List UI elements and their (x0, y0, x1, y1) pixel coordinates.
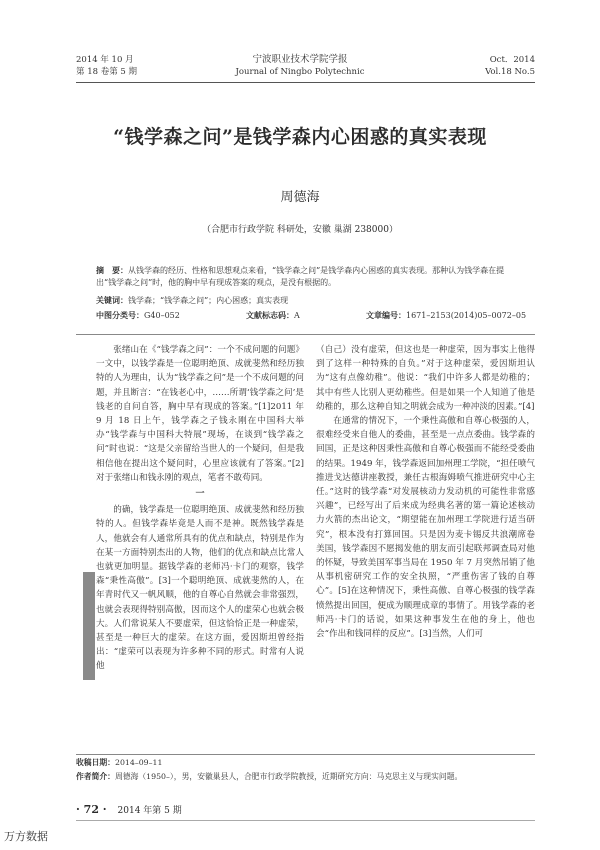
header-rule (76, 82, 535, 83)
journal-name-cn: 宁波职业技术学院学报 (252, 54, 348, 65)
footer-rule (76, 820, 535, 821)
journal-date-en (450, 54, 535, 78)
issue-label: 2014 年第 5 期 (117, 806, 182, 816)
article-number: 文章编号：1671–2153(2014)05–0072–05 (366, 310, 527, 320)
margin-bar (83, 572, 95, 680)
document-code: 文献标志码：A (246, 310, 300, 320)
journal-date-issue (76, 54, 137, 78)
journal-name-en: Journal of Ningbo Polytechnic (235, 67, 365, 77)
author-bio: 作者简介：周德海（1950–），男，安徽巢县人，合肥市行政学院教授，近期研究方向：马克思主义与现实问题。 (76, 772, 463, 781)
keywords-label: 关键词： (96, 295, 128, 305)
section-number: 一 (195, 489, 205, 500)
paragraph: 张绪山在《“钱学森之问”：一个不成问题的问题》一文中，以钱学森是一位聪明绝顶、成就斐然和经历独特的人为理由，认为“钱学森之问”是一个不成问题的问题，并且断言：“在钱老心中，……所谓‘钱学森之问’是钱老的自问自答，胸中早有现成的答案。”[1]2011 年 9 月 18 日上午，钱学森之子钱永刚在中国科大举办“钱学森与中国科大特展”现场，在谈到“钱学森之问”时也说：“这是父亲留给当世人的一个疑问，但是我相信他在提出这个疑问时，心里应该就有了答案。”[2]对于张绪山和钱永刚的观点，笔者不敢苟同。 (96, 345, 304, 483)
header-date-en: Oct．2014 (489, 55, 535, 65)
article-author: 周德海 (280, 190, 320, 205)
abstract-label: 摘 要： (96, 265, 128, 275)
clc-number: 中图分类号：G40–052 (96, 310, 180, 320)
watermark: 万方数据 (4, 830, 48, 843)
right-column (316, 343, 535, 641)
page-number: · 72 · (76, 803, 107, 816)
author-affiliation: （合肥市行政学院 科研处，安徽 巢湖 238000） (202, 225, 398, 235)
keywords-text: 钱学森；“钱学森之问”；内心困惑；真实表现 (128, 296, 289, 305)
paragraph: 的确，钱学森是一位聪明绝顶、成就斐然和经历独特的人。但钱学森毕竟是人而不是神。既然钱学森是人，他就会有人通常所具有的优点和缺点，特别是作为在某一方面特别杰出的人物，他们的优点和缺点比常人也就更加明显。据钱学森的老师冯·卡门的观察，钱学森“秉性高傲”。[3]一个聪明绝顶、成就斐然的人，在年青时代又一帆风顺，他的自尊心自然就会非常强烈，也就会表现得特别高傲，因而这个人的虚荣心也就会极大。人们常说某人不要虚荣，但这恰恰正是一种虚荣，甚至是一种巨大的虚荣。在这方面，爱因斯坦曾经指出：“虚荣可以表现为许多种不同的形式。时常有人说他 (96, 505, 304, 672)
header-date: 2014 年 10 月 (76, 55, 134, 65)
paragraph: （自己）没有虚荣，但这也是一种虚荣，因为事实上他得到了这样一种特殊的自负。”对于这种虚荣，爱因斯坦认为“这有点像幼稚”。他说：“我们中许多人都是幼稚的；其中有些人比别人更幼稚些。但是如果一个人知道了他是幼稚的，那么这种自知之明就会成为一种冲淡的因素。”[4] (316, 345, 535, 412)
keywords (96, 294, 516, 307)
abstract (96, 264, 516, 289)
left-column (96, 343, 304, 674)
footnote-rule (76, 754, 535, 755)
paragraph: 在通常的情况下，一个秉性高傲和自尊心极强的人，很难经受来自他人的委曲，甚至是一点点委曲。钱学森的回国，正是这种因秉性高傲和自尊心极强而不能经受委曲的结果。1949 年，钱学森返回加州理工学院，“担任喷气推进戈达德讲座教授，兼任古根海姆喷气推进研究中心主任。”这时的钱学森“对发展核动力发动机的可能性非常感兴趣”，已经写出了后来成为经典名著的第一篇论述核动力火箭的杰出论文，“期望能在加州理工学院进行适当研究”，根本没有打算回国。只是因为麦卡锡反共浪潮席卷美国，钱学森因不愿揭发他的朋友而引起联邦调查局对他的怀疑，导致美国军事当局在 1950 年 7 月突然吊销了他从事机密研究工作的安全执照，“严重伤害了钱的自尊心”。[5]在这种情况下，秉性高傲、自尊心极强的钱学森愤然提出回国，便成为顺理成章的事情了。用钱学森的老师冯·卡门的话说，如果这种事发生在他的身上，他也会“作出和钱同样的反应”。[3]当然，人们可 (316, 416, 535, 640)
page-footer (76, 803, 182, 816)
abstract-rule (76, 334, 535, 335)
article-title: “钱学森之问”是钱学森内心困惑的真实表现 (113, 126, 487, 148)
header-volume-en: Vol.18 No.5 (485, 67, 535, 77)
received-date: 收稿日期：2014–09–11 (76, 758, 163, 767)
journal-name (200, 54, 400, 78)
abstract-text: 从钱学森的经历、性格和思想观点来看，“钱学森之问”是钱学森内心困惑的真实表现。那种认为钱学森在提出“钱学森之问”时，他的胸中早有现成答案的观点，是没有根据的。 (96, 266, 505, 287)
header-volume: 第 18 卷第 5 期 (76, 67, 138, 77)
